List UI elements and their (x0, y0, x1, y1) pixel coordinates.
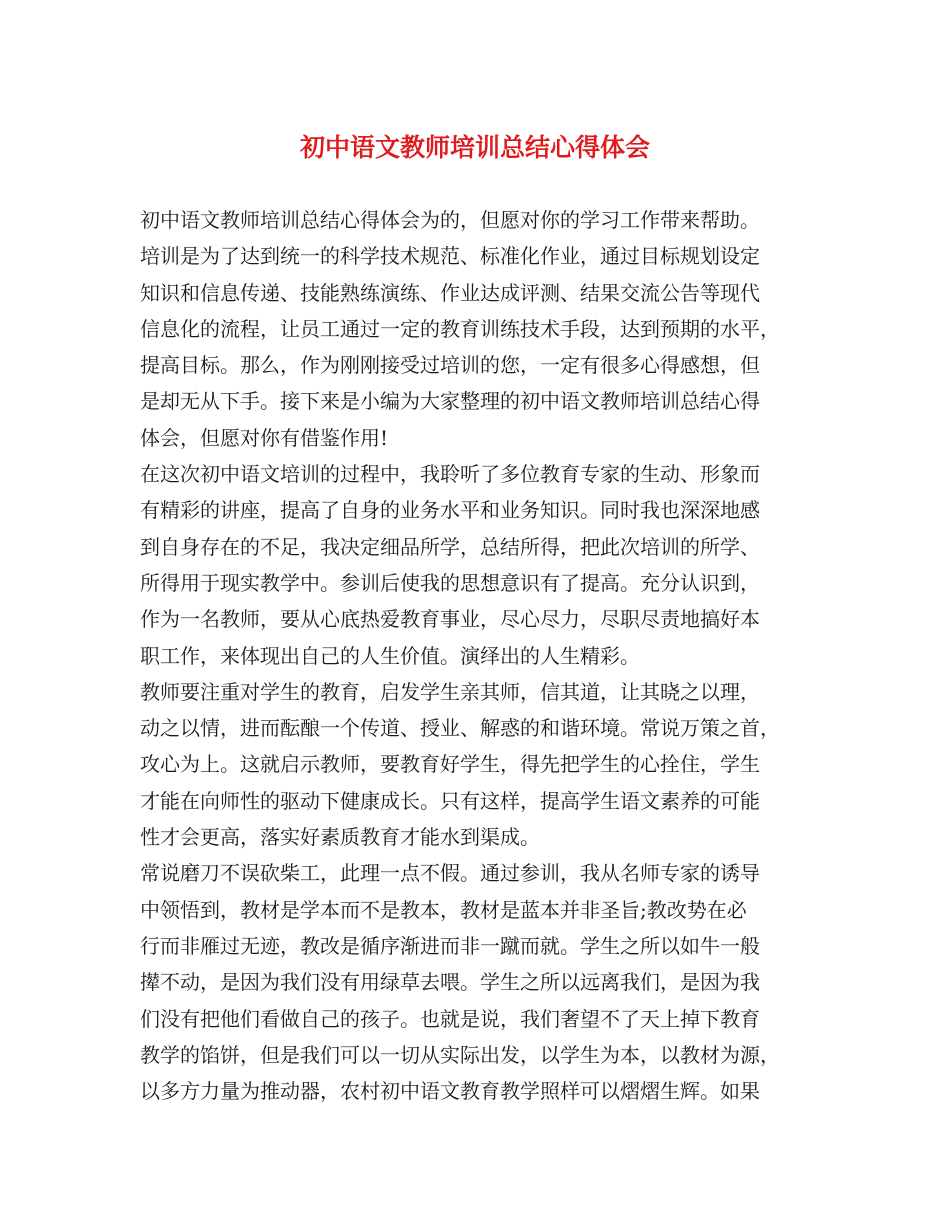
document-body (140, 202, 820, 1109)
text-line: 培训是为了达到统一的科学技术规范、标准化作业，通过目标规划设定 (140, 244, 760, 269)
text-line: 才能在向师性的驱动下健康成长。只有这样，提高学生语文素养的可能 (140, 788, 760, 813)
document-title: 初中语文教师培训总结心得体会 (299, 133, 650, 162)
text-line: 攻心为上。这就启示教师，要教育好学生，得先把学生的心拴住，学生 (140, 752, 760, 777)
text-line: 职工作，来体现出自己的人生价值。演绎出的人生精彩。 (140, 643, 640, 668)
text-line: 常说磨刀不误砍柴工，此理一点不假。通过参训，我从名师专家的诱导 (140, 861, 760, 886)
text-line: 们没有把他们看做自己的孩子。也就是说，我们奢望不了天上掉下教育 (140, 1006, 760, 1031)
text-line: 知识和信息传递、技能熟练演练、作业达成评测、结果交流公告等现代 (140, 280, 760, 305)
text-line: 教师要注重对学生的教育，启发学生亲其师，信其道，让其晓之以理， (140, 679, 760, 704)
text-line: 行而非雁过无迹，教改是循序渐进而非一蹴而就。学生之所以如牛一般 (140, 933, 760, 958)
text-line: 以多方力量为推动器，农村初中语文教育教学照样可以熠熠生辉。如果 (140, 1079, 760, 1104)
text-line: 是却无从下手。接下来是小编为大家整理的初中语文教师培训总结心得 (140, 389, 760, 414)
text-line: 有精彩的讲座，提高了自身的业务水平和业务知识。同时我也深深地感 (140, 498, 760, 523)
text-line: 提高目标。那么，作为刚刚接受过培训的您，一定有很多心得感想，但 (140, 353, 760, 378)
text-line: 信息化的流程，让员工通过一定的教育训练技术手段，达到预期的水平， (140, 316, 780, 341)
text-line: 体会，但愿对你有借鉴作用! (140, 425, 389, 450)
text-line: 作为一名教师，要从心底热爱教育事业，尽心尽力，尽职尽责地搞好本 (140, 607, 760, 632)
text-line: 教学的馅饼，但是我们可以一切从实际出发，以学生为本，以教材为源， (140, 1042, 780, 1067)
text-line: 所得用于现实教学中。参训后使我的思想意识有了提高。充分认识到， (140, 570, 760, 595)
text-line: 初中语文教师培训总结心得体会为的，但愿对你的学习工作带来帮助。 (140, 208, 760, 232)
text-line: 到自身存在的不足，我决定细品所学，总结所得，把此次培训的所学、 (140, 534, 760, 559)
text-line: 动之以情，进而酝酿一个传道、授业、解惑的和谐环境。常说万策之首， (140, 716, 780, 741)
text-line: 性才会更高，落实好素质教育才能水到渠成。 (140, 825, 540, 850)
text-line: 在这次初中语文培训的过程中，我聆听了多位教育专家的生动、形象而 (140, 462, 760, 487)
text-line: 中领悟到，教材是学本而不是教本，教材是蓝本并非圣旨;教改势在必 (140, 897, 747, 922)
text-line: 撵不动，是因为我们没有用绿草去喂。学生之所以远离我们，是因为我 (140, 970, 760, 995)
